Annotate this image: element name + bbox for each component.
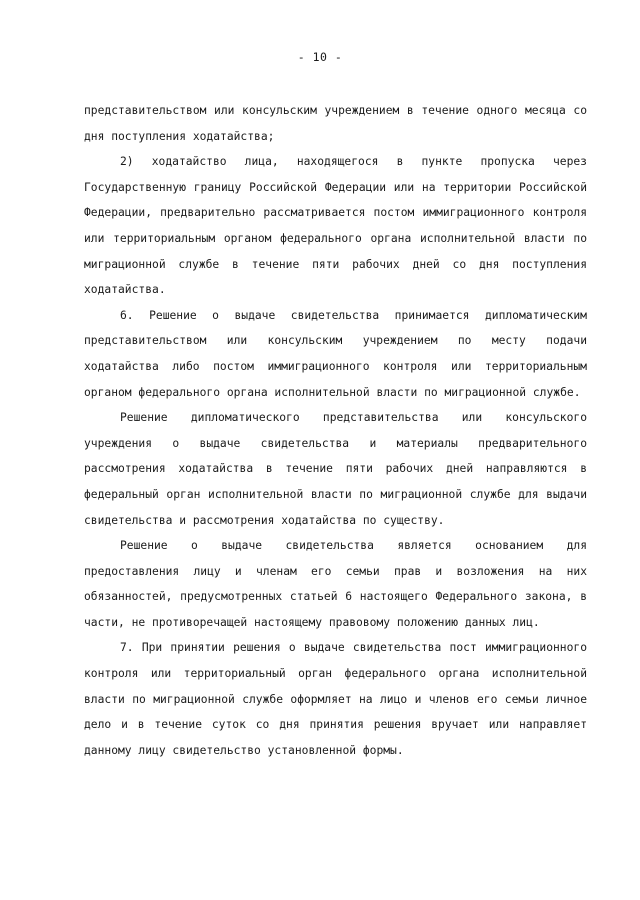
paragraph-consular-decision: Решение дипломатического представительства или консульского учреждения о выдаче свидетельства и материалы предварительного рассмотрения ходатайства в течение пяти рабочих дней направляются в федеральный орган исполнительной власти по миграционной службе для выдачи свидетельства и рассмотрения ходатайства по существу. [84,411,587,527]
paragraph-continuation: представительством или консульским учреждением в течение одного месяца со дня поступления ходатайства; [84,104,587,143]
paragraph-clause-6: 6. Решение о выдаче свидетельства принимается дипломатическим представительством или консульским учреждением по месту подачи ходатайства либо постом иммиграционного контроля или территориальным органом федерального органа исполнительной власти по миграционной службе. [84,308,587,399]
paragraph-item-2: 2) ходатайство лица, находящегося в пункте пропуска через Государственную границу Российской Федерации или на территории Российской Федерации, предварительно рассматривается постом иммиграционного контроля или территориальным органом федерального органа исполнительной власти по миграционной службе в течение пяти рабочих дней со дня поступления ходатайства. [84,155,587,297]
page-number: - 10 - [297,50,343,64]
document-body [84,98,587,763]
paragraph-decision-basis: Решение о выдаче свидетельства является основанием для предоставления лицу и членам его семьи прав и возложения на них обязанностей, предусмотренных статьей 6 настоящего Федерального закона, в части, не противоречащей настоящему правовому положению данных лиц. [84,539,587,629]
paragraph-clause-7: 7. При принятии решения о выдаче свидетельства пост иммиграционного контроля или территориальный орган федерального органа исполнительной власти по миграционной службе оформляет на лицо и членов его семьи личное дело и в течение суток со дня принятия решения вручает или направляет данному лицу свидетельство установленной формы. [84,641,587,757]
